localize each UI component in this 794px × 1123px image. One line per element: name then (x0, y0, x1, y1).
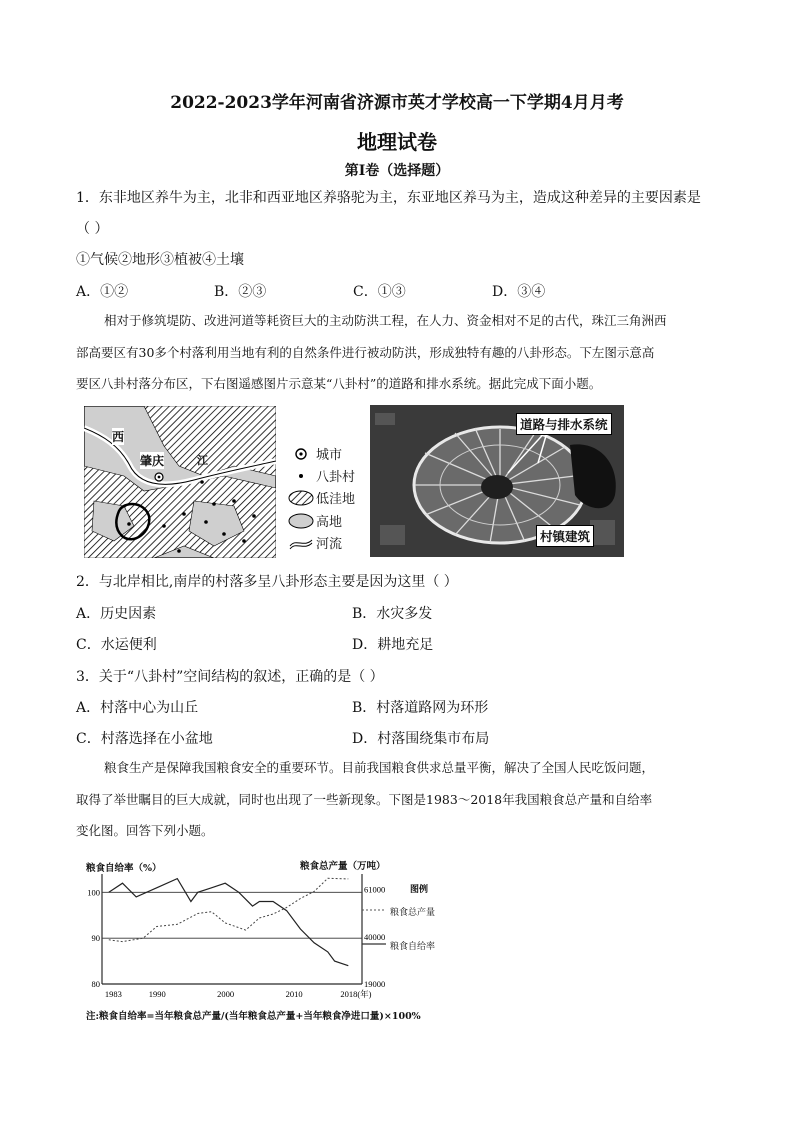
chart-legend-title: 图例 (410, 885, 429, 895)
map-label-jiang: 江 (197, 454, 208, 467)
q1-factors: ①气候②地形③植被④土壤 (76, 252, 244, 268)
q1-stem-line1: 1．东非地区养牛为主，北非和西亚地区养骆驼为主，东亚地区养马为主，造成这种差异的主要因素是 (76, 190, 701, 206)
passage1-line1: 相对于修筑堤防、改进河道等耗资巨大的主动防洪工程，在人力、资金相对不足的古代，珠江三角洲西 (104, 313, 667, 328)
q3-option-a[interactable]: A．村落中心为山丘 (76, 700, 199, 716)
q1-option-d[interactable]: D．③④ (492, 284, 546, 300)
q2-option-b[interactable]: B．水灾多发 (352, 606, 433, 622)
q3-option-c[interactable]: C．村落选择在小盆地 (76, 731, 213, 747)
chart-left-axis-label: 粮食自给率（%） (86, 863, 162, 874)
left-tick-label: 100 (87, 887, 100, 898)
river-lines-icon (286, 536, 316, 550)
legend-row-lowland (286, 488, 355, 507)
grain-production-chart (86, 856, 456, 1026)
q2-option-c[interactable]: C．水运便利 (76, 637, 157, 653)
passage2-line2: 取得了举世瞩目的巨大成就，同时也出现了一些新现象。下图是1983～2018年我国粮食总产量和自给率 (76, 792, 653, 807)
exam-title: 2022-2023学年河南省济源市英才学校高一下学期4月月考 (170, 93, 624, 113)
village-distribution-map (84, 406, 276, 558)
passage1-line2: 部高要区有30多个村落利用当地有利的自然条件进行被动防洪，形成独特有趣的八卦形态。下左图示意高 (76, 345, 655, 360)
right-tick-label: 40000 (364, 931, 386, 942)
x-tick-label: 2018(年) (340, 989, 372, 999)
q1-option-c[interactable]: C．①③ (353, 284, 406, 300)
x-tick-label: 2000 (217, 989, 235, 999)
map-label-xi: 西 (112, 430, 125, 444)
legend-label-city: 城市 (316, 448, 343, 463)
chart-plot (86, 856, 456, 1006)
q2-option-d[interactable]: D．耕地充足 (352, 637, 434, 653)
chart-right-axis-label: 粮食总产量（万吨） (300, 861, 386, 872)
legend-row-village (286, 466, 355, 485)
remote-sensing-image (370, 405, 624, 557)
chart-note: 注:粮食自给率=当年粮食总产量/(当年粮食总产量+当年粮食净进口量)×100% (86, 1011, 421, 1022)
q1-stem-line2: （ ） (76, 221, 109, 237)
passage2-line3: 变化图。回答下列小题。 (76, 823, 214, 838)
legend-label-production: 粮食总产量 (390, 908, 436, 918)
x-tick-label: 1990 (148, 989, 166, 999)
legend-row-river (286, 533, 342, 552)
left-tick-label: 90 (91, 933, 100, 944)
legend-row-highland (286, 511, 342, 530)
highland-ellipse-icon (286, 513, 316, 529)
callout-village-buildings: 村镇建筑 (536, 525, 594, 547)
section-title: 第Ⅰ卷（选择题） (344, 163, 450, 179)
x-tick-label: 2010 (285, 989, 303, 999)
right-tick-label: 61000 (364, 884, 386, 895)
passage2-line1: 粮食生产是保障我国粮食安全的重要环节。目前我国粮食供求总量平衡，解决了全国人民吃饭问题， (104, 760, 655, 775)
q3-option-d[interactable]: D．村落围绕集市布局 (352, 731, 490, 747)
city-symbol-icon (286, 447, 316, 461)
q2-option-a[interactable]: A．历史因素 (76, 606, 157, 622)
legend-label-river: 河流 (316, 537, 343, 552)
map-label-city: 肇庆 (140, 454, 165, 468)
village-dot-icon (286, 469, 316, 483)
left-tick-label: 80 (91, 979, 100, 989)
passage1-line3: 要区八卦村落分布区，下右图遥感图片示意某“八卦村”的道路和排水系统。据此完成下面小题。 (76, 376, 602, 391)
q3-option-b[interactable]: B．村落道路网为环形 (352, 700, 489, 716)
subject-title: 地理试卷 (357, 130, 437, 154)
legend-label-selfsufficiency: 粮食自给率 (390, 942, 436, 952)
legend-row-city (286, 444, 342, 463)
lowland-hatch-icon (286, 490, 316, 506)
q1-option-a[interactable]: A．①② (76, 284, 129, 300)
map-legend (286, 444, 366, 554)
legend-label-highland: 高地 (316, 515, 343, 530)
callout-road-drainage: 道路与排水系统 (516, 413, 612, 435)
legend-label-lowland: 低洼地 (316, 492, 356, 507)
q1-options (76, 281, 545, 301)
q1-option-b[interactable]: B．②③ (214, 284, 267, 300)
legend-label-village: 八卦村 (316, 470, 356, 485)
series-line-production (109, 878, 348, 941)
right-tick-label: 19000 (364, 979, 386, 989)
q2-stem: 2．与北岸相比,南岸的村落多呈八卦形态主要是因为这里（ ） (76, 574, 458, 590)
series-line-selfsufficiency (109, 879, 348, 966)
x-tick-label: 1983 (104, 989, 122, 999)
q3-stem: 3．关于“八卦村”空间结构的叙述，正确的是（ ） (76, 669, 384, 685)
